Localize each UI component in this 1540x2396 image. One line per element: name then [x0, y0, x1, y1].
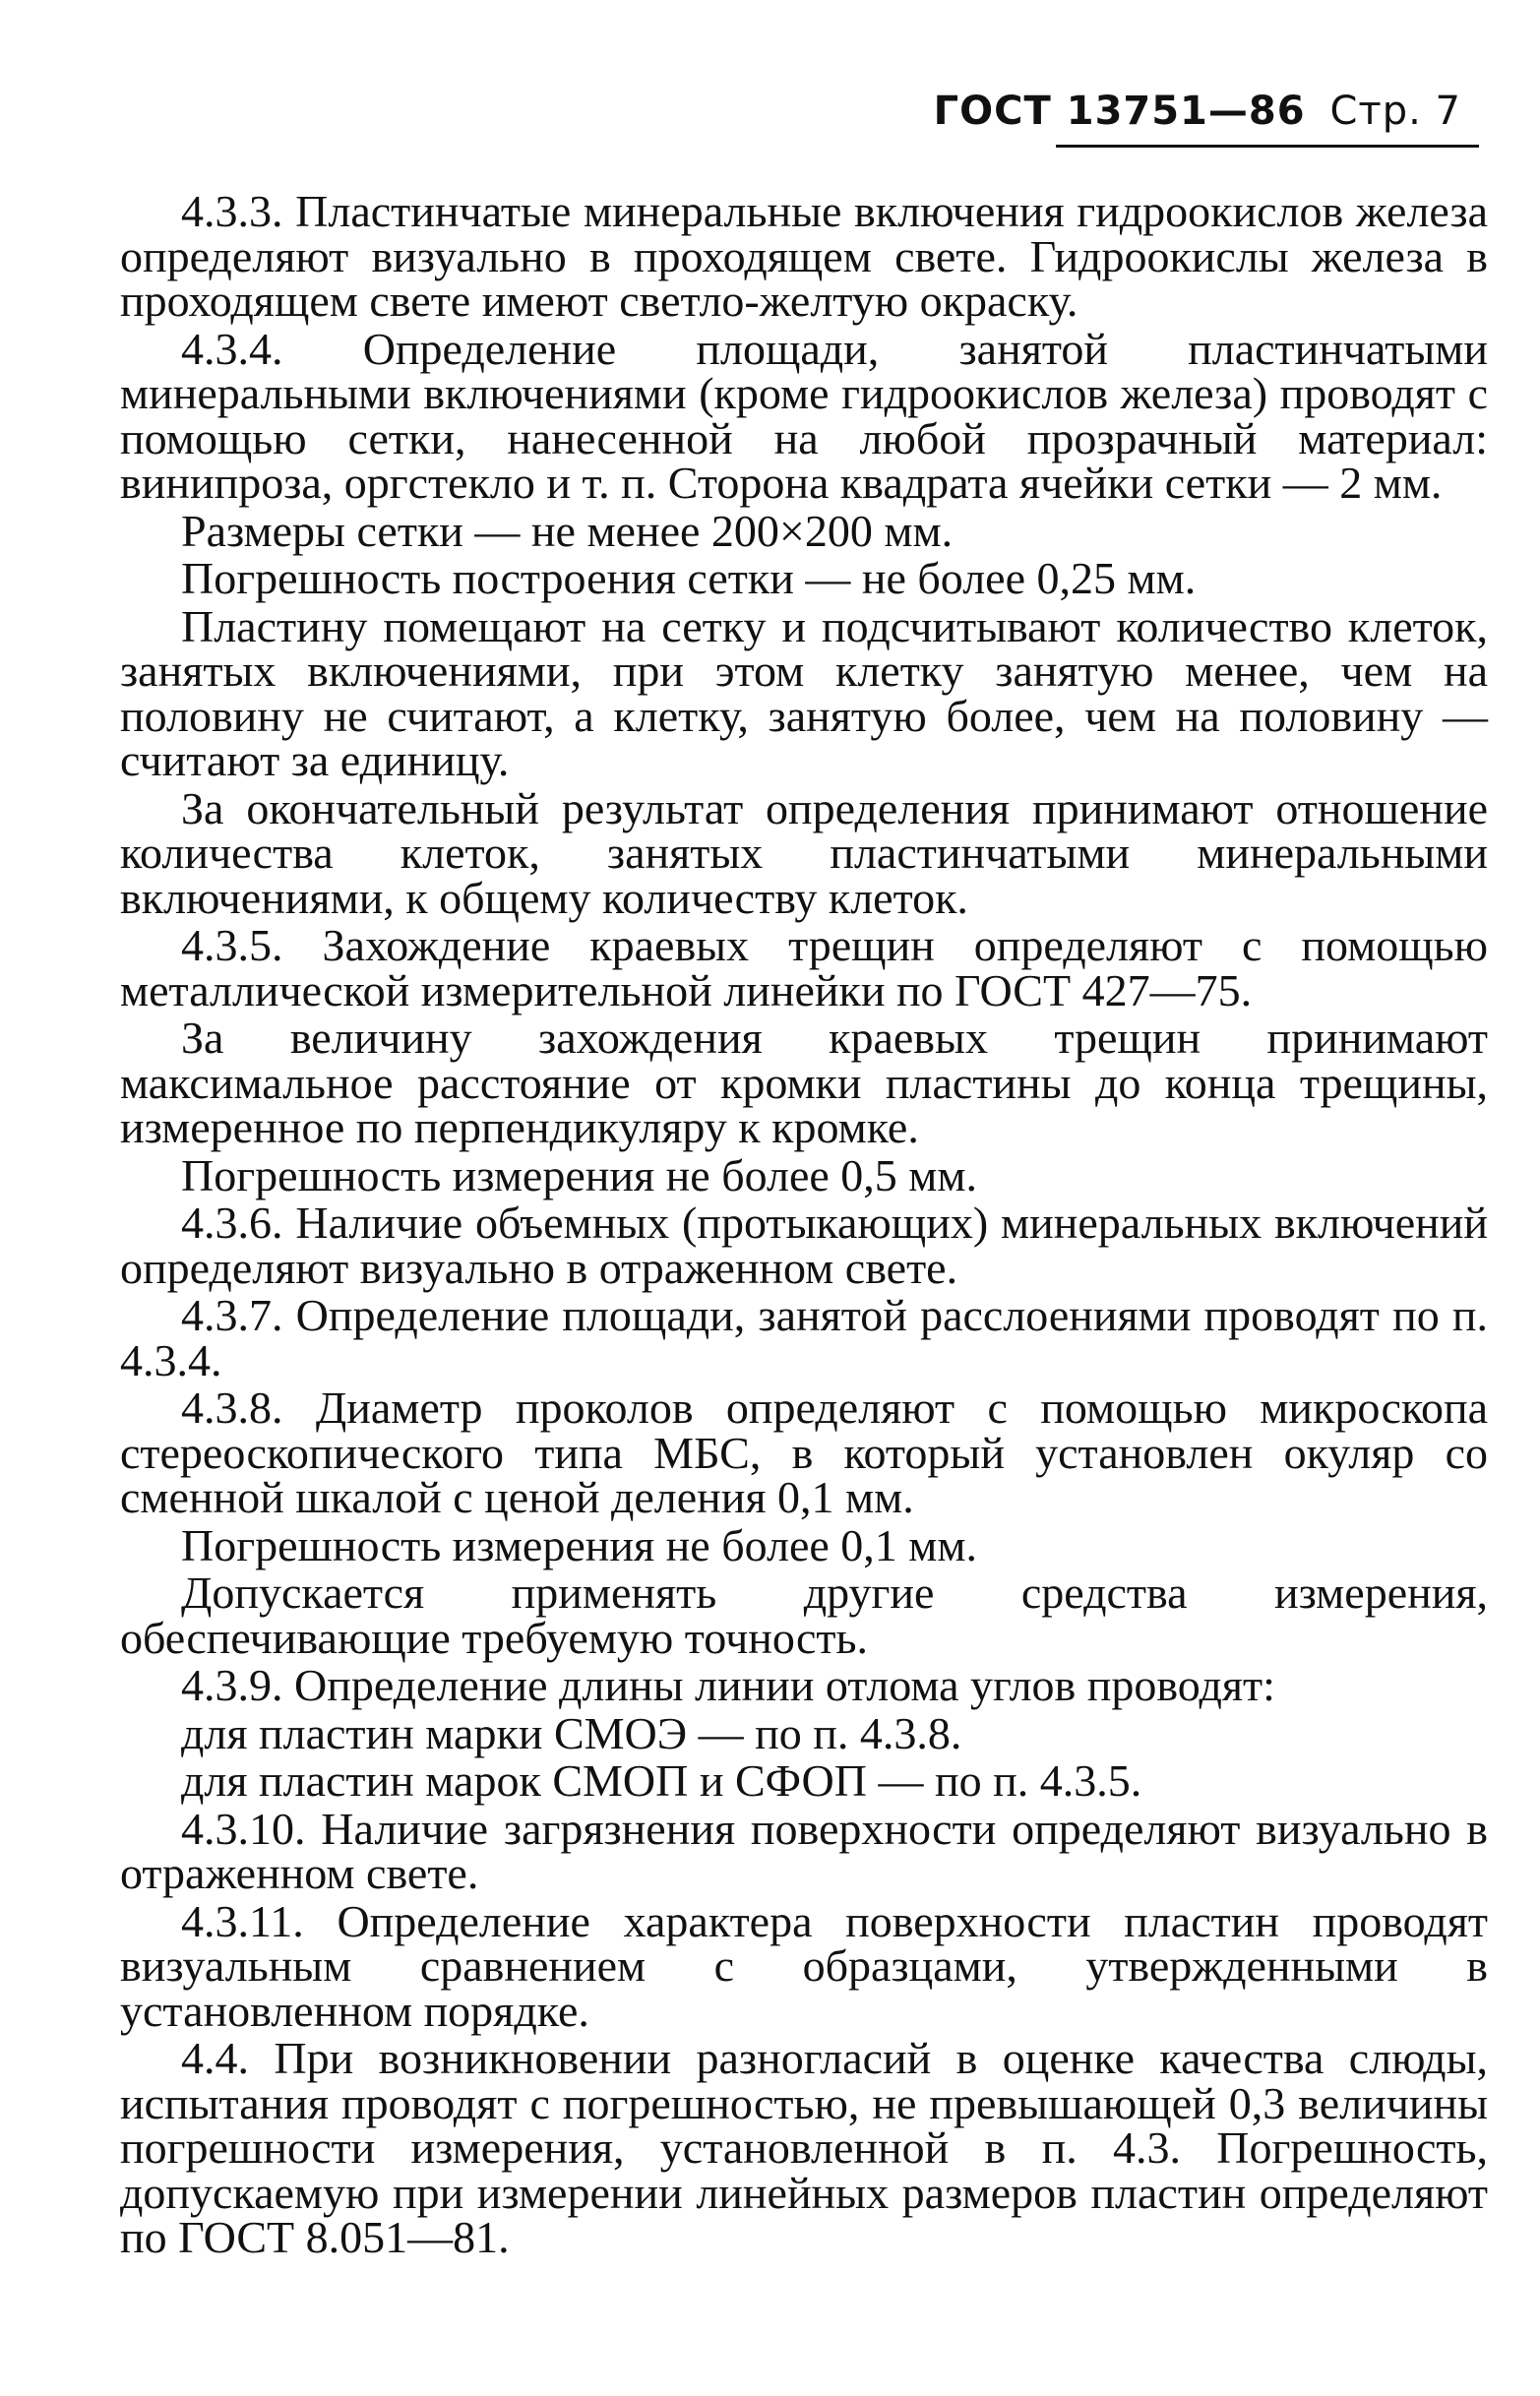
paragraph-4-3-10: 4.3.10. Наличие загрязнения поверхности определяют визуально в отраженном свете. [120, 1803, 1488, 1898]
paragraph-crack-value: За величину захождения краевых трещин принимают максимальное расстояние от кромки пластины до конца трещины, измеренное по перпендикуляру к кромке. [120, 1013, 1488, 1152]
paragraph-grid-error: Погрешность построения сетки — не более 0,25 мм. [181, 553, 1197, 603]
paragraph-final-result: За окончательный результат определения принимают отношение количества клеток, занятых пластинчатыми минеральными включениями, к общему количеству клеток. [120, 782, 1488, 923]
paragraph-4-3-9: 4.3.9. Определение длины линии отлома углов проводят: [181, 1660, 1275, 1710]
page-header [934, 89, 1461, 134]
paragraph-grid-size: Размеры сетки — не менее 200×200 мм. [181, 505, 954, 556]
paragraph-4-3-5: 4.3.5. Захождение краевых трещин определяют с помощью металлической измерительной линейки по ГОСТ 427—75. [120, 920, 1488, 1015]
paragraph-crack-error: Погрешность измерения не более 0,5 мм. [181, 1149, 977, 1200]
document-id: ГОСТ 13751—86 [933, 89, 1306, 134]
paragraph-puncture-error: Погрешность измерения не более 0,1 мм. [181, 1519, 977, 1570]
page-number: Стр. 7 [1329, 89, 1461, 134]
paragraph-4-3-6: 4.3.6. Наличие объемных (протыкающих) минеральных включений определяют визуально в отраженном свете. [120, 1198, 1488, 1293]
paragraph-other-instruments: Допускается применять другие средства измерения, обеспечивающие требуемую точность. [120, 1567, 1488, 1663]
paragraph-4-3-8: 4.3.8. Диаметр проколов определяют с помощью микроскопа стереоскопического типа МБС, в который установлен окуляр со сменной шкалой с ценой деления 0,1 мм. [120, 1382, 1488, 1522]
paragraph-4-3-7: 4.3.7. Определение площади, занятой расслоениями проводят по п. 4.3.4. [120, 1290, 1488, 1385]
header-rule [1056, 145, 1479, 148]
paragraph-smoe: для пластин марки СМОЭ — по п. 4.3.8. [181, 1707, 962, 1758]
paragraph-4-3-3: 4.3.3. Пластинчатые минеральные включения гидроокислов железа определяют визуально в проходящем свете. Гидроокислы железа в проходящем свете имеют светло-желтую окраску. [120, 186, 1488, 326]
document-body [120, 186, 1488, 2263]
paragraph-4-3-11: 4.3.11. Определение характера поверхности пластин проводят визуальным сравнением с образцами, утвержденными в установленном порядке. [120, 1895, 1488, 2036]
paragraph-cell-count: Пластину помещают на сетку и подсчитывают количество клеток, занятых включениями, при этом клетку занятую менее, чем на половину не считают, а клетку, занятую более, чем на половину — считают за единицу. [120, 600, 1488, 785]
paragraph-smop-sfop: для пластин марок СМОП и СФОП — по п. 4.3.5. [181, 1755, 1142, 1806]
paragraph-4-3-4: 4.3.4. Определение площади, занятой пластинчатыми минеральными включениями (кроме гидроокислов железа) проводят с помощью сетки, нанесенной на любой прозрачный материал: винипроза, оргстекло и т. п. Сторона квадрата ячейки сетки — 2 мм. [120, 323, 1488, 508]
paragraph-4-4: 4.4. При возникновении разногласий в оценке качества слюды, испытания проводят с погрешностью, не превышающей 0,3 величины погрешности измерения, установленной в п. 4.3. Погрешность, допускаемую при измерении линейных размеров пластин определяют по ГОСТ 8.051—81. [120, 2033, 1488, 2262]
